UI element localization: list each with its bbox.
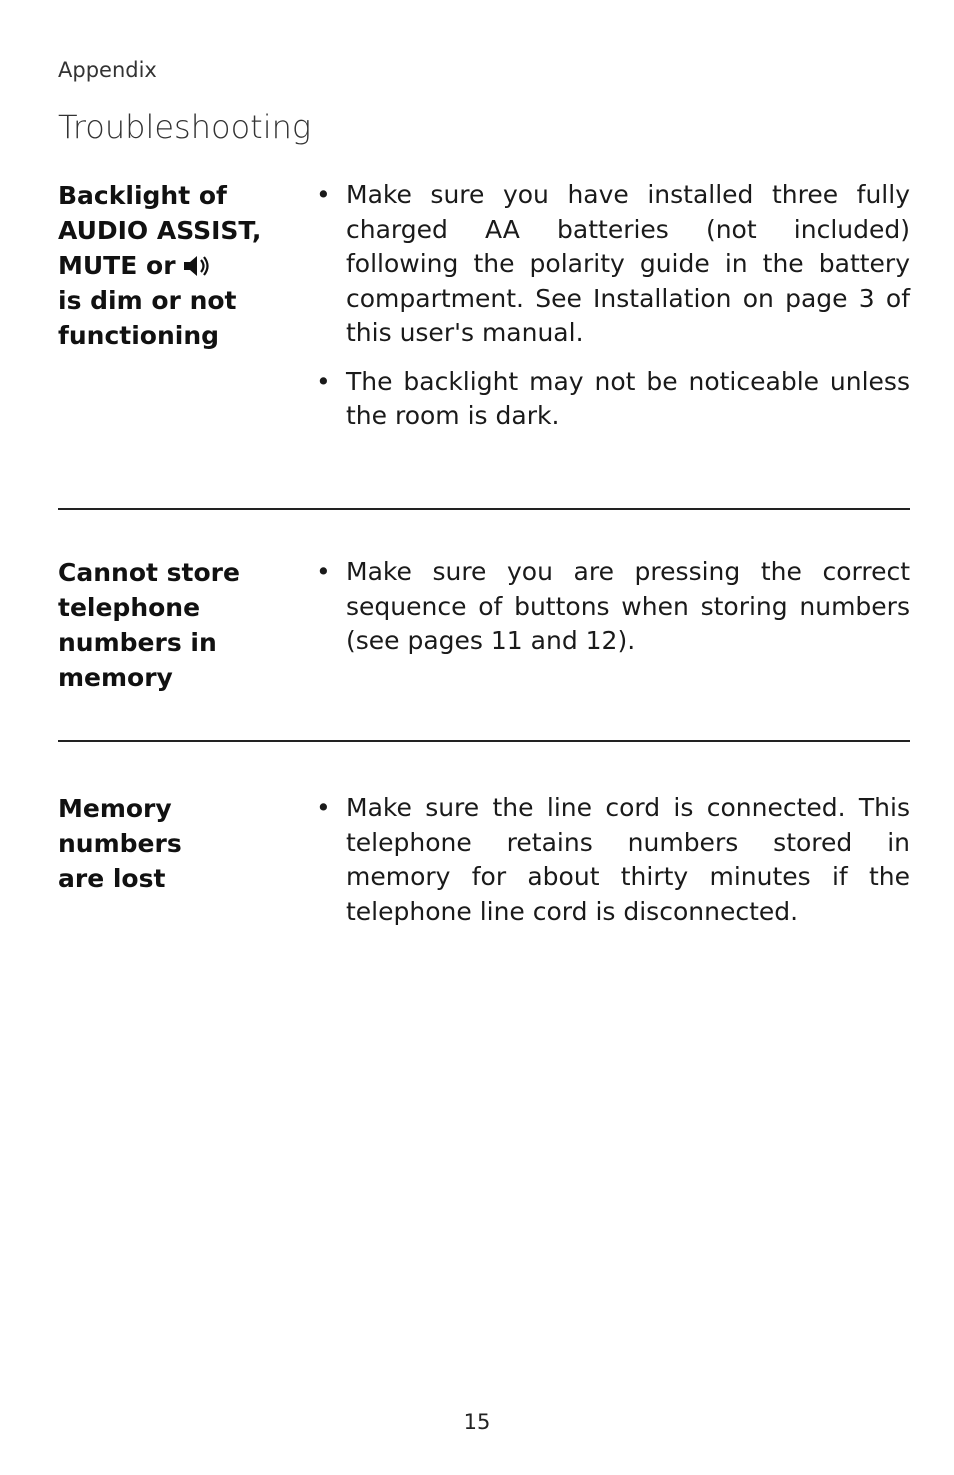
troubleshooting-row	[58, 178, 910, 438]
solution-item: • Make sure you have installed three fully charged AA batteries (not included) following the polarity guide in the battery compartment. See Installation on page 3 of this user's manual.	[316, 178, 910, 351]
solution-list	[316, 555, 910, 673]
row-divider	[58, 508, 910, 510]
solution-item: • The backlight may not be noticeable unless the room is dark.	[316, 365, 910, 434]
problem-heading	[58, 178, 298, 353]
problem-heading	[58, 555, 298, 695]
problem-line: is dim or not	[58, 286, 237, 315]
troubleshooting-row	[58, 791, 910, 941]
problem-line: numbers in	[58, 628, 217, 657]
troubleshooting-row	[58, 555, 910, 705]
problem-line: memory	[58, 663, 173, 692]
problem-line: Memory numbers	[58, 794, 182, 858]
row-divider	[58, 740, 910, 742]
problem-line: telephone	[58, 593, 201, 622]
page-title: Troubleshooting	[58, 108, 312, 146]
solution-list	[316, 791, 910, 943]
problem-heading	[58, 791, 298, 896]
problem-line-with-icon	[58, 248, 298, 283]
solution-list	[316, 178, 910, 448]
section-label: Appendix	[58, 58, 157, 82]
solution-item: • Make sure you are pressing the correct sequence of buttons when storing numbers (see pages 11 and 12).	[316, 555, 910, 659]
problem-line: MUTE or	[58, 251, 176, 280]
problem-line: Cannot store	[58, 558, 240, 587]
problem-line: Backlight of	[58, 181, 227, 210]
problem-line: AUDIO ASSIST,	[58, 216, 262, 245]
page-number: 15	[463, 1410, 491, 1434]
problem-line: functioning	[58, 321, 220, 350]
speaker-icon	[182, 254, 212, 278]
solution-item: • Make sure the line cord is connected. This telephone retains numbers stored in memory for about thirty minutes if the telephone line cord is disconnected.	[316, 791, 910, 929]
problem-line: are lost	[58, 864, 166, 893]
